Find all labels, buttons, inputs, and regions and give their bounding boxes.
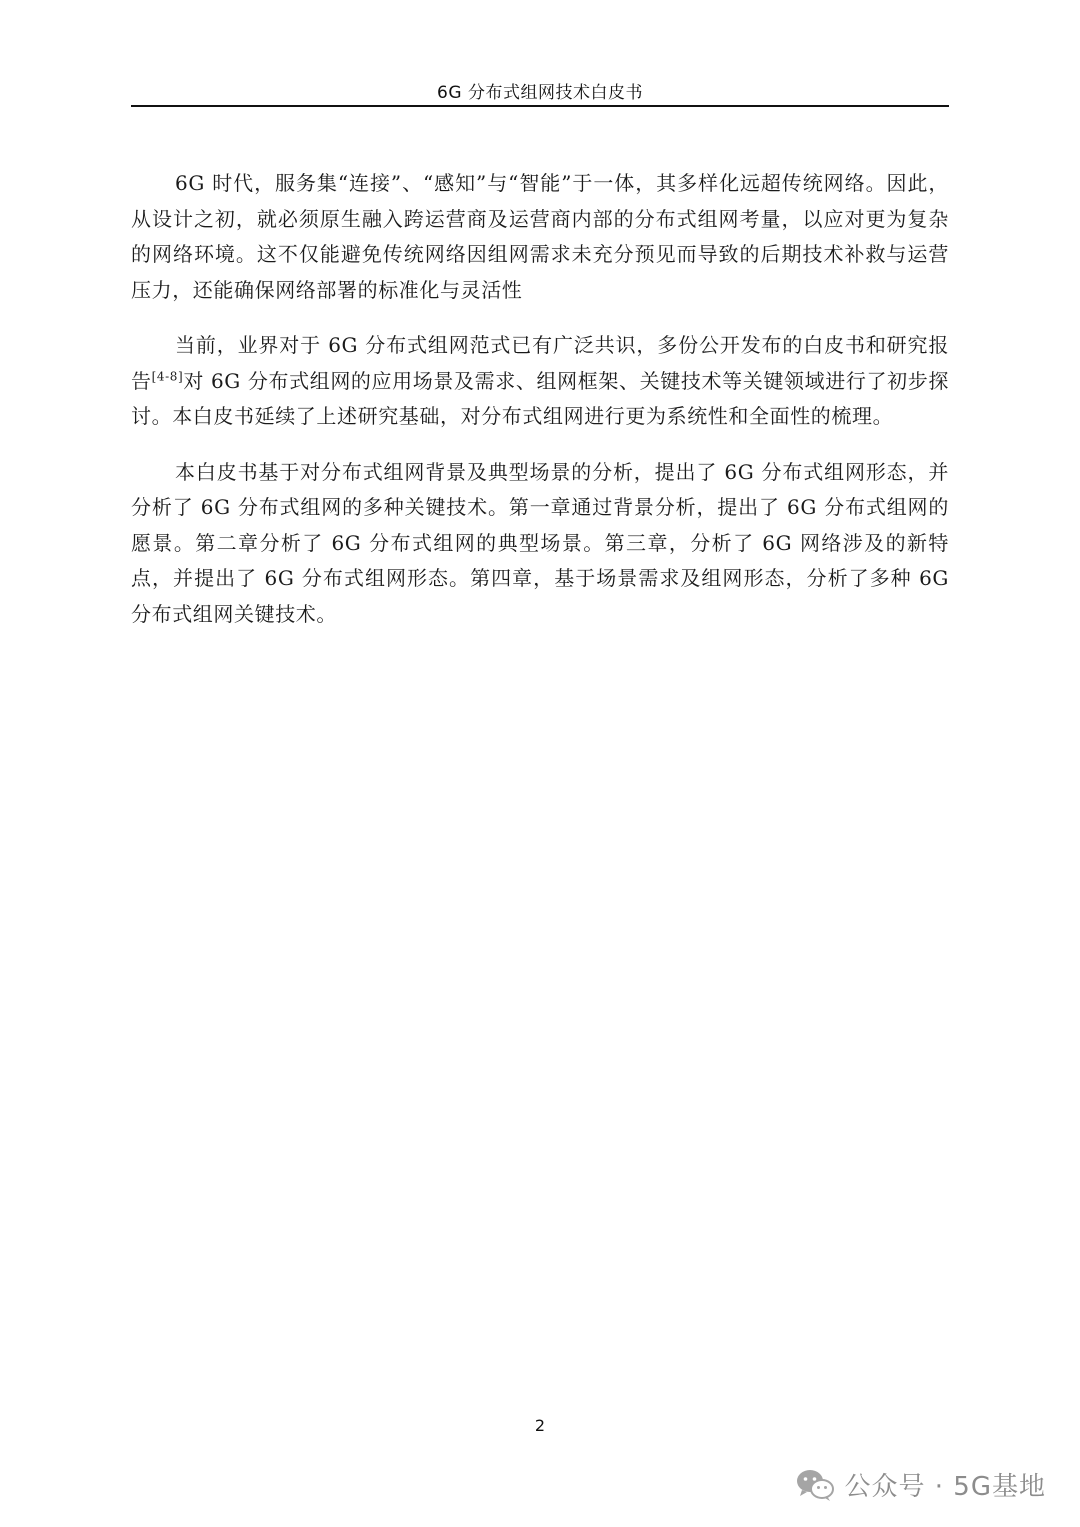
paragraph-consensus <box>131 328 949 435</box>
paragraph-outline: 本白皮书基于对分布式组网背景及典型场景的分析，提出了 6G 分布式组网形态，并分析了 6G 分布式组网的多种关键技术。第一章通过背景分析，提出了 6G 分布式组网的愿景。第二章分析了 6G 分布式组网的典型场景。第三章，分析了 6G 网络涉及的新特点，并提出了 6G 分布式组网形态。第四章，基于场景需求及组网形态，分析了多种 6G 分布式组网关键技术。 <box>131 459 949 626</box>
paragraph-consensus-part1: 当前，业界对于 6G 分布式组网范式已有广泛共识，多份公开发布的白皮书和研究报告 <box>131 333 949 393</box>
wechat-icon <box>795 1468 835 1502</box>
page-header-title: 6G 分布式组网技术白皮书 <box>437 83 643 103</box>
paragraph-intro: 6G 时代，服务集“连接”、“感知”与“智能”于一体，其多样化远超传统网络。因此，从设计之初，就必须原生融入跨运营商及运营商内部的分布式组网考量，以应对更为复杂的网络环境。这不仅能避免传统网络因组网需求未充分预见而导致的后期技术补救与运营压力，还能确保网络部署的标准化与灵活性 <box>131 171 949 302</box>
header-divider <box>131 105 949 107</box>
page-number: 2 <box>534 1416 546 1435</box>
watermark-text: 公众号 · 5G基地 <box>844 1472 1046 1502</box>
document-body <box>131 166 949 652</box>
citation-ref: [4-8] <box>151 368 184 383</box>
watermark <box>795 1466 1046 1503</box>
paragraph-consensus-part2: 对 6G 分布式组网的应用场景及需求、组网框架、关键技术等关键领域进行了初步探讨。本白皮书延续了上述研究基础，对分布式组网进行更为系统性和全面性的梳理。 <box>131 368 949 428</box>
